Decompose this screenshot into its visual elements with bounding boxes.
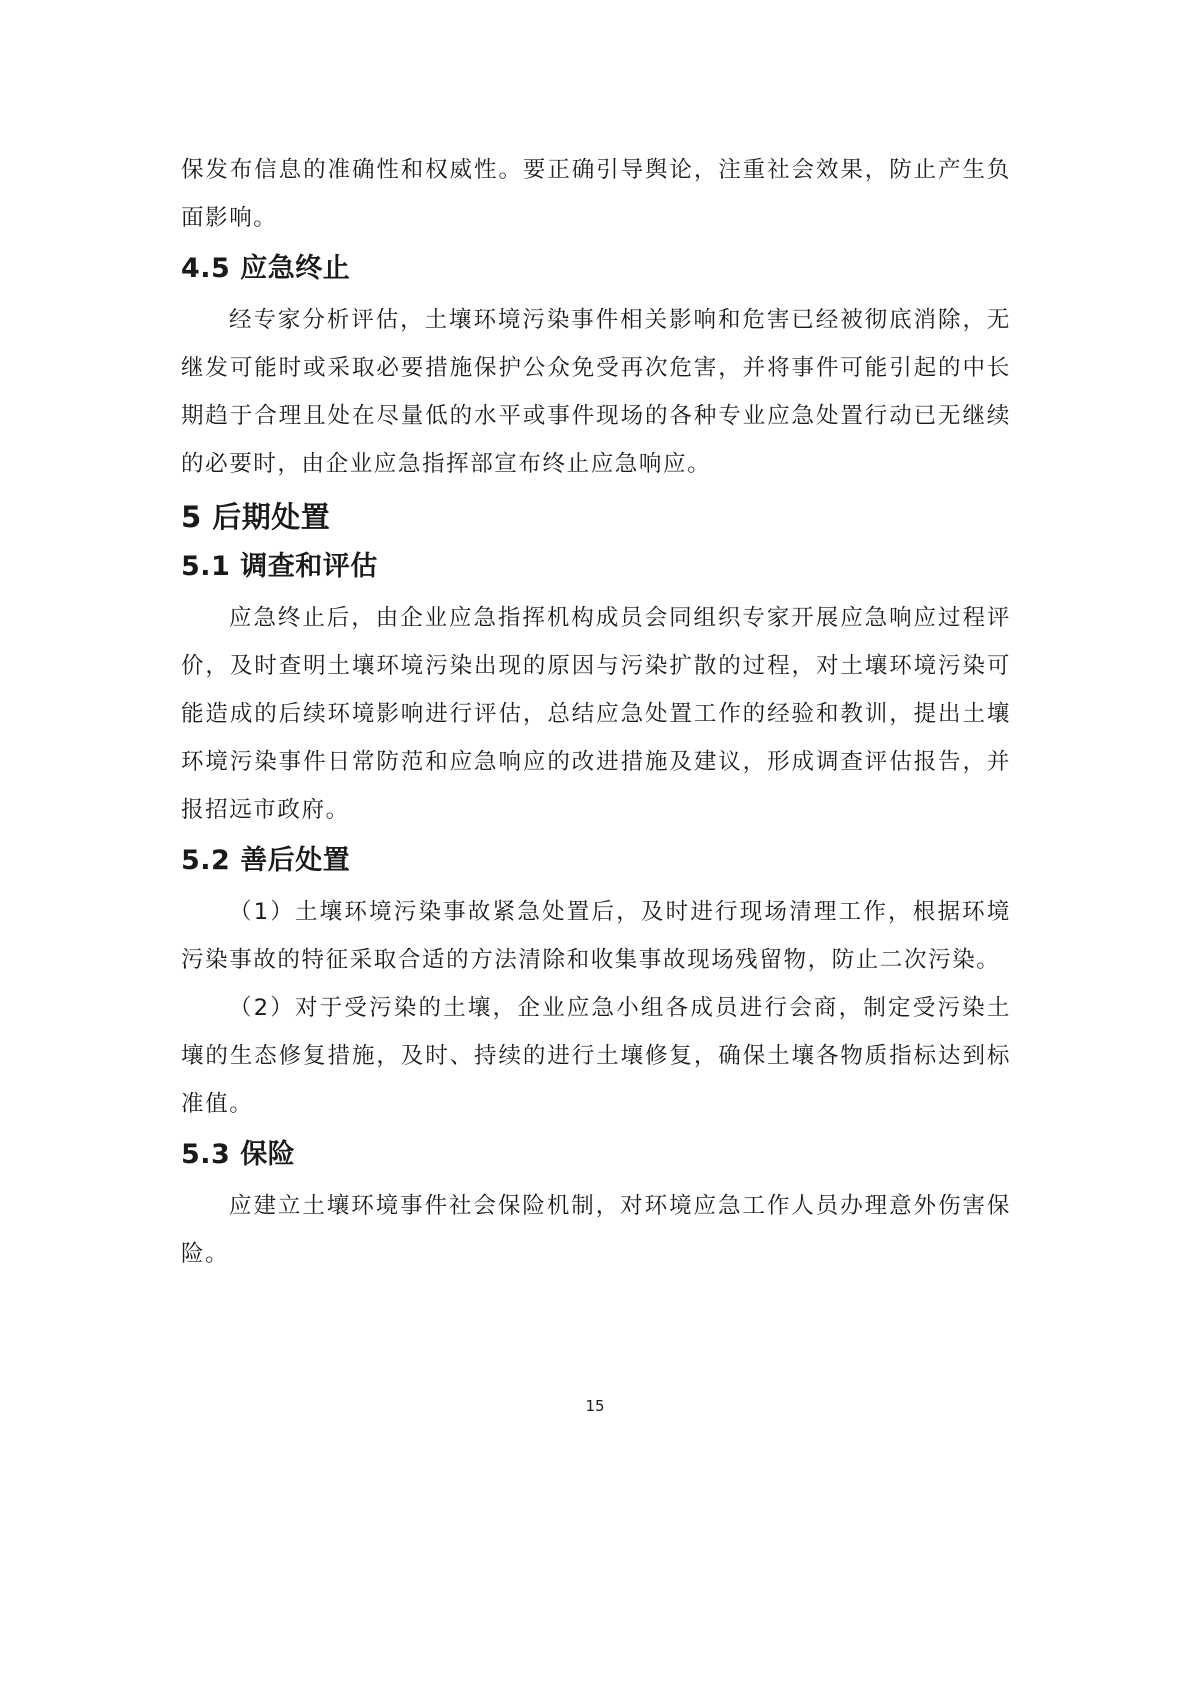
continuation-paragraph: 保发布信息的准确性和权威性。要正确引导舆论，注重社会效果，防止产生负面影响。 <box>181 157 1011 231</box>
section-5-3-paragraph: 应建立土壤环境事件社会保险机制，对环境应急工作人员办理意外伤害保险。 <box>181 1193 1011 1267</box>
section-5-2-paragraph-1: （1）土壤环境污染事故紧急处置后，及时进行现场清理工作，根据环境污染事故的特征采取合适的方法清除和收集事故现场残留物，防止二次污染。 <box>181 899 1011 973</box>
section-heading-5-1: 5.1 调查和评估 <box>181 551 378 582</box>
section-heading-4-5: 4.5 应急终止 <box>181 253 351 284</box>
section-4-5-paragraph: 经专家分析评估，土壤环境污染事件相关影响和危害已经被彻底消除，无继发可能时或采取必要措施保护公众免受再次危害，并将事件可能引起的中长期趋于合理且处在尽量低的水平或事件现场的各种专业应急处置行动已无继续的必要时，由企业应急指挥部宣布终止应急响应。 <box>181 307 1011 477</box>
page-content <box>181 146 1011 1278</box>
section-heading-5-3: 5.3 保险 <box>181 1139 296 1170</box>
section-5-2-paragraph-2: （2）对于受污染的土壤，企业应急小组各成员进行会商，制定受污染土壤的生态修复措施，及时、持续的进行土壤修复，确保土壤各物质指标达到标准值。 <box>181 995 1011 1117</box>
page-number: 15 <box>585 1397 605 1415</box>
section-heading-5-2: 5.2 善后处置 <box>181 845 351 876</box>
section-5-1-paragraph: 应急终止后，由企业应急指挥机构成员会同组织专家开展应急响应过程评价，及时查明土壤环境污染出现的原因与污染扩散的过程，对土壤环境污染可能造成的后续环境影响进行评估，总结应急处置工作的经验和教训，提出土壤环境污染事件日常防范和应急响应的改进措施及建议，形成调查评估报告，并报招远市政府。 <box>181 605 1011 823</box>
chapter-heading-5: 5 后期处置 <box>181 500 331 534</box>
